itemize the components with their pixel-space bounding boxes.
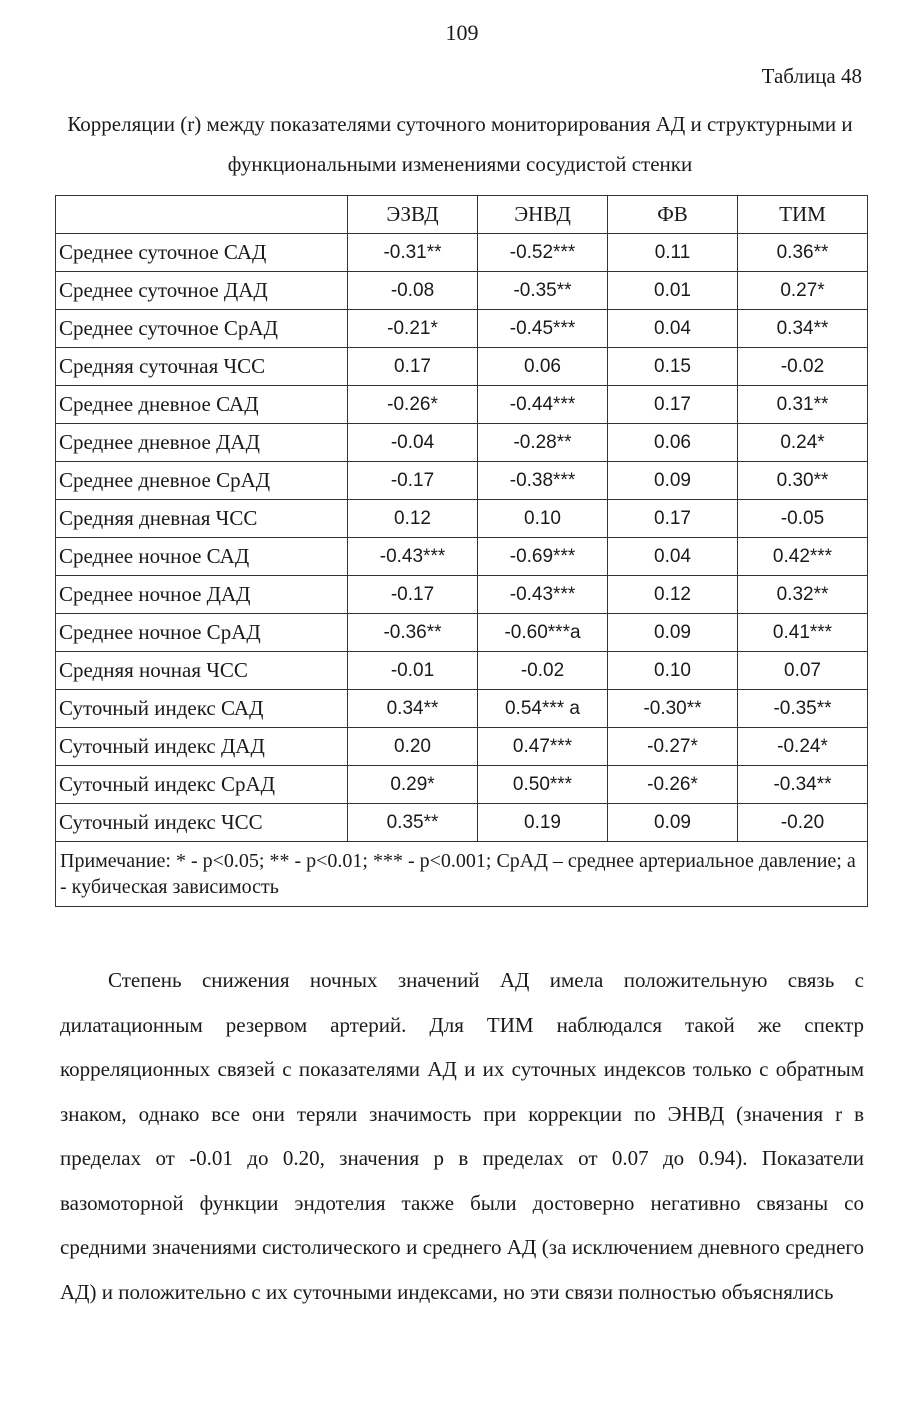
row-label: Средняя дневная ЧСС xyxy=(56,500,348,538)
correlation-value: -0.28** xyxy=(478,424,608,462)
column-header: ТИМ xyxy=(738,196,868,234)
row-label: Среднее ночное ДАД xyxy=(56,576,348,614)
correlation-value: 0.12 xyxy=(348,500,478,538)
correlation-table xyxy=(55,195,868,907)
correlation-value: -0.08 xyxy=(348,272,478,310)
correlation-value: -0.04 xyxy=(348,424,478,462)
row-label: Суточный индекс ЧСС xyxy=(56,804,348,842)
correlation-value: 0.24* xyxy=(738,424,868,462)
correlation-value: -0.02 xyxy=(738,348,868,386)
correlation-value: 0.07 xyxy=(738,652,868,690)
column-header: ЭНВД xyxy=(478,196,608,234)
row-label: Среднее суточное СрАД xyxy=(56,310,348,348)
correlation-value: -0.31** xyxy=(348,234,478,272)
table-row xyxy=(56,728,868,766)
correlation-value: 0.50*** xyxy=(478,766,608,804)
correlation-value: 0.29* xyxy=(348,766,478,804)
correlation-value: -0.45*** xyxy=(478,310,608,348)
correlation-value: -0.05 xyxy=(738,500,868,538)
table-caption: Корреляции (r) между показателями суточного мониторирования АД и структурными и функциональными изменениями сосудистой стенки xyxy=(67,112,853,176)
row-label: Среднее дневное СрАД xyxy=(56,462,348,500)
table-note-row xyxy=(56,842,868,907)
correlation-value: 0.31** xyxy=(738,386,868,424)
row-label: Суточный индекс САД xyxy=(56,690,348,728)
correlation-value: -0.69*** xyxy=(478,538,608,576)
correlation-value: -0.21* xyxy=(348,310,478,348)
column-header: ФВ xyxy=(608,196,738,234)
correlation-value: -0.35** xyxy=(478,272,608,310)
correlation-value: -0.30** xyxy=(608,690,738,728)
table-row xyxy=(56,576,868,614)
correlation-value: 0.09 xyxy=(608,614,738,652)
correlation-value: 0.35** xyxy=(348,804,478,842)
table-row xyxy=(56,424,868,462)
correlation-value: 0.09 xyxy=(608,804,738,842)
table-row xyxy=(56,462,868,500)
correlation-value: -0.34** xyxy=(738,766,868,804)
correlation-value: -0.17 xyxy=(348,576,478,614)
table-row xyxy=(56,310,868,348)
correlation-value: 0.11 xyxy=(608,234,738,272)
correlation-value: -0.38*** xyxy=(478,462,608,500)
correlation-value: 0.34** xyxy=(348,690,478,728)
row-label: Среднее суточное САД xyxy=(56,234,348,272)
table-row xyxy=(56,272,868,310)
correlation-value: 0.12 xyxy=(608,576,738,614)
row-label: Среднее ночное СрАД xyxy=(56,614,348,652)
correlation-value: -0.52*** xyxy=(478,234,608,272)
body-paragraph: Степень снижения ночных значений АД имела положительную связь с дилатационным резервом артерий. Для ТИМ наблюдался такой же спектр корреляционных связей с показателями АД и их суточных индексов только с обратным знаком, однако все они теряли значимость при коррекции по ЭНВД (значения r в пределах от -0.01 до 0.20, значения р в пределах от 0.07 до 0.94). Показатели вазомоторной функции эндотелия также были достоверно негативно связаны со средними значениями систолического и среднего АД (за исключением дневного среднего АД) и положительно с их суточными индексами, но эти связи полностью объяснялись xyxy=(60,968,864,1304)
correlation-value: 0.17 xyxy=(608,386,738,424)
correlation-value: -0.27* xyxy=(608,728,738,766)
correlation-value: -0.26* xyxy=(608,766,738,804)
correlation-value: 0.10 xyxy=(608,652,738,690)
table-row xyxy=(56,614,868,652)
correlation-value: 0.47*** xyxy=(478,728,608,766)
correlation-value: -0.36** xyxy=(348,614,478,652)
correlation-value: 0.41*** xyxy=(738,614,868,652)
correlation-value: -0.60***a xyxy=(478,614,608,652)
correlation-value: 0.42*** xyxy=(738,538,868,576)
correlation-value: 0.20 xyxy=(348,728,478,766)
row-label: Среднее ночное САД xyxy=(56,538,348,576)
table-row xyxy=(56,500,868,538)
table-row xyxy=(56,386,868,424)
correlation-value: -0.35** xyxy=(738,690,868,728)
correlation-value: 0.19 xyxy=(478,804,608,842)
correlation-value: 0.17 xyxy=(608,500,738,538)
correlation-value: 0.06 xyxy=(478,348,608,386)
row-label: Средняя суточная ЧСС xyxy=(56,348,348,386)
correlation-value: 0.30** xyxy=(738,462,868,500)
correlation-value: 0.04 xyxy=(608,538,738,576)
correlation-value: 0.36** xyxy=(738,234,868,272)
row-label: Среднее дневное ДАД xyxy=(56,424,348,462)
table-row xyxy=(56,348,868,386)
table-row xyxy=(56,234,868,272)
correlation-value: -0.01 xyxy=(348,652,478,690)
table-row xyxy=(56,652,868,690)
row-label: Среднее суточное ДАД xyxy=(56,272,348,310)
header-empty-cell xyxy=(56,196,348,234)
correlation-value: -0.24* xyxy=(738,728,868,766)
row-label: Суточный индекс ДАД xyxy=(56,728,348,766)
correlation-value: -0.43*** xyxy=(478,576,608,614)
correlation-value: -0.44*** xyxy=(478,386,608,424)
table-label: Таблица 48 xyxy=(761,64,862,88)
correlation-value: 0.15 xyxy=(608,348,738,386)
correlation-value: -0.17 xyxy=(348,462,478,500)
column-header: ЭЗВД xyxy=(348,196,478,234)
correlation-value: -0.43*** xyxy=(348,538,478,576)
page-number: 109 xyxy=(445,20,479,45)
table-row xyxy=(56,538,868,576)
correlation-value: 0.54*** a xyxy=(478,690,608,728)
row-label: Среднее дневное САД xyxy=(56,386,348,424)
correlation-value: 0.17 xyxy=(348,348,478,386)
table-row xyxy=(56,766,868,804)
table-row xyxy=(56,804,868,842)
correlation-value: 0.32** xyxy=(738,576,868,614)
correlation-value: 0.01 xyxy=(608,272,738,310)
row-label: Суточный индекс СрАД xyxy=(56,766,348,804)
correlation-value: 0.34** xyxy=(738,310,868,348)
correlation-value: -0.02 xyxy=(478,652,608,690)
correlation-value: 0.09 xyxy=(608,462,738,500)
correlation-value: 0.04 xyxy=(608,310,738,348)
table-header-row xyxy=(56,196,868,234)
correlation-value: 0.27* xyxy=(738,272,868,310)
row-label: Средняя ночная ЧСС xyxy=(56,652,348,690)
table-note: Примечание: * - p<0.05; ** - p<0.01; *** - p<0.001; СрАД – среднее артериальное давление; а - кубическая зависимость xyxy=(56,842,868,907)
correlation-value: -0.20 xyxy=(738,804,868,842)
correlation-value: 0.10 xyxy=(478,500,608,538)
table-row xyxy=(56,690,868,728)
correlation-value: -0.26* xyxy=(348,386,478,424)
correlation-value: 0.06 xyxy=(608,424,738,462)
